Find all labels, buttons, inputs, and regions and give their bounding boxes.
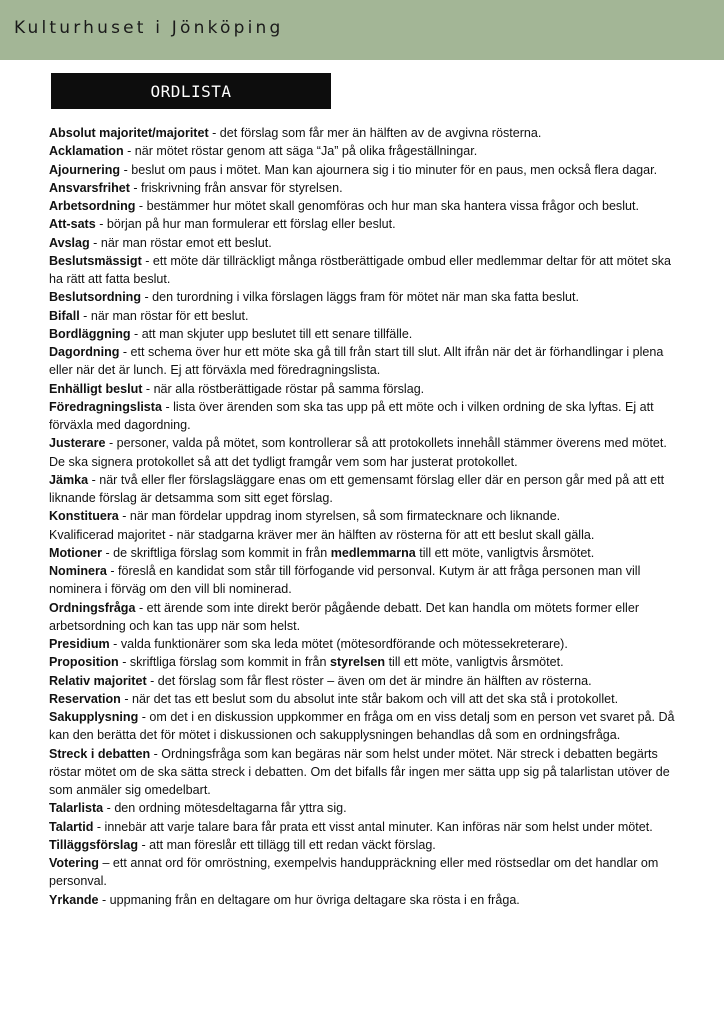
glossary-definition: - att man föreslår ett tillägg till ett redan väckt förslag. [138, 837, 436, 852]
glossary-term: Beslutsmässigt [49, 253, 142, 268]
glossary-definition: - den ordning mötesdeltagarna får yttra sig. [103, 801, 347, 816]
glossary-definition: - beslut om paus i mötet. Man kan ajournera sig i tio minuter för en paus, men också flera dagar. [120, 162, 658, 177]
glossary-term: Talarlista [49, 801, 104, 816]
glossary-term: Nominera [49, 564, 107, 578]
glossary-entry [49, 161, 677, 179]
glossary-entry [49, 653, 677, 671]
glossary-term: Relativ majoritet [49, 673, 147, 688]
glossary-definition: - personer, valda på mötet, som kontrollerar så att protokollets innehåll stämmer överens med mötet. De ska signera protokollet så att det tydligt framgår vem som har justerat protokollet. [49, 436, 667, 469]
glossary-entry [49, 434, 677, 471]
glossary-definition: - friskrivning från ansvar för styrelsen. [129, 180, 343, 195]
glossary-term: Dagordning [49, 345, 120, 359]
ordlista-banner [51, 73, 331, 109]
glossary-definition: - när mötet röstar genom att säga “Ja” på olika frågeställningar. [123, 144, 478, 159]
glossary-term: Proposition [49, 655, 119, 670]
glossary-term: Streck i debatten [49, 746, 151, 761]
glossary-term: Presidium [49, 637, 110, 651]
glossary-entry [49, 507, 677, 525]
glossary-term: Acklamation [49, 144, 124, 159]
glossary-term: Ordningsfråga [49, 600, 136, 615]
glossary-entry [49, 635, 677, 653]
glossary-definition: – ett annat ord för omröstning, exempelvis handuppräckning eller med röstsedlar om det handlar om personval. [49, 856, 659, 889]
glossary-term: Att-sats [49, 217, 96, 232]
glossary-term: Absolut majoritet/majoritet [49, 126, 209, 140]
glossary-term: Föredragningslista [49, 399, 162, 414]
glossary-term: Kvalificerad majoritet [49, 527, 166, 542]
glossary-term: Tilläggsförslag [49, 837, 139, 852]
glossary-entry [49, 818, 677, 836]
glossary-entry [49, 234, 677, 252]
glossary-entry [49, 854, 677, 891]
glossary-definition: - föreslå en kandidat som står till förfogande vid personval. Kutym är att fråga personen man vill nominera i förväg om den vill bli nominerad. [49, 564, 641, 597]
glossary-emphasis: medlemmarna [330, 545, 416, 560]
glossary-definition: - när två eller fler förslagsläggare enas om ett gemensamt förslag eller där en person går med på att ett liknande förslag är detsamma som sitt eget förslag. [49, 472, 665, 505]
glossary-term: Talartid [49, 819, 94, 834]
glossary-term: Ajournering [49, 162, 121, 177]
glossary-definition: - när alla röstberättigade röstar på samma förslag. [142, 381, 425, 396]
glossary-definition: - det förslag som får mer än hälften av de avgivna rösterna. [208, 126, 542, 140]
glossary-entry [49, 288, 677, 306]
glossary-entry [49, 708, 677, 745]
glossary-entry [49, 799, 677, 817]
glossary-entry [49, 599, 677, 636]
glossary-entry [49, 380, 677, 398]
glossary-emphasis: styrelsen [329, 655, 386, 670]
glossary-definition: - bestämmer hur mötet skall genomföras och hur man ska hantera vissa frågor och beslut. [135, 199, 639, 213]
glossary-definition: - när man fördelar uppdrag inom styrelsen, så som firmatecknare och liknande. [118, 509, 561, 524]
glossary-entry [49, 124, 677, 142]
glossary-definition: - ett schema över hur ett möte ska gå till från start till slut. Allt ifrån när det är förhandlingar i plena eller när det är lunch. Ej att förväxla med föredragningslista. [49, 345, 664, 378]
header-bar [0, 0, 724, 60]
glossary-definition: - skriftliga förslag som kommit in från [118, 655, 330, 670]
glossary-definition: - valda funktionärer som ska leda mötet (mötesordförande och mötessekreterare). [109, 637, 568, 651]
glossary-entry [49, 179, 677, 197]
glossary-term: Enhälligt beslut [49, 381, 143, 396]
glossary-term: Arbetsordning [49, 199, 136, 213]
glossary-definition: - det förslag som får flest röster – även om det är mindre än hälften av rösterna. [146, 673, 592, 688]
glossary-entry [49, 836, 677, 854]
glossary-term: Bordläggning [49, 326, 131, 341]
glossary-definition: - när man röstar emot ett beslut. [89, 235, 272, 250]
glossary-term: Jämka [49, 472, 89, 487]
glossary-term: Beslutsordning [49, 290, 142, 305]
glossary-definition: - Ordningsfråga som kan begäras när som helst under mötet. När streck i debatten begärts röstar mötet om de ska sätta streck i debatten. Om det bifalls får ingen mer sätta upp sig på talarlistan utöver de som anmäler sig omedelbart. [49, 746, 670, 797]
glossary-list [49, 124, 677, 909]
glossary-entry [49, 562, 677, 599]
glossary-definition: - början på hur man formulerar ett förslag eller beslut. [95, 217, 396, 232]
glossary-definition: till ett möte, vanligtvis årsmötet. [415, 545, 595, 560]
glossary-term: Reservation [49, 691, 121, 706]
glossary-definition: - ett ärende som inte direkt berör pågående debatt. Det kan handla om mötets former eller arbetsordning och kan tas upp när som helst. [49, 600, 639, 633]
glossary-definition: - om det i en diskussion uppkommer en fråga om en viss detalj som en person vet svaret på. Då kan den berätta det för mötet i diskussionen och sakupplysningen behandlas då som en ordningsfråga. [49, 710, 675, 743]
glossary-entry [49, 142, 677, 160]
glossary-definition: - när det tas ett beslut som du absolut inte står bakom och vill att det ska stå i protokollet. [120, 691, 619, 706]
glossary-term: Sakupplysning [49, 710, 139, 724]
glossary-definition: - lista över ärenden som ska tas upp på ett möte och i vilken ordning de ska lyftas. Ej att förväxla med dagordning. [49, 399, 654, 432]
glossary-definition: - när stadgarna kräver mer än hälften av rösterna för att ett beslut skall gälla. [165, 527, 595, 542]
glossary-entry [49, 526, 677, 544]
glossary-definition: - uppmaning från en deltagare om hur övriga deltagare ska rösta i en fråga. [98, 892, 520, 907]
glossary-entry [49, 343, 677, 380]
header-title: Kulturhuset i Jönköping [14, 18, 284, 38]
glossary-entry [49, 544, 677, 562]
glossary-entry [49, 672, 677, 690]
glossary-definition: - innebär att varje talare bara får prata ett visst antal minuter. Kan införas när som helst under mötet. [93, 819, 653, 834]
glossary-term: Votering [49, 856, 99, 870]
glossary-definition: - att man skjuter upp beslutet till ett senare tillfälle. [130, 326, 413, 341]
glossary-entry [49, 325, 677, 343]
glossary-entry [49, 215, 677, 233]
glossary-entry [49, 398, 677, 435]
glossary-entry [49, 197, 677, 215]
glossary-term: Yrkande [49, 892, 99, 907]
glossary-term: Bifall [49, 308, 80, 323]
glossary-entry [49, 891, 677, 909]
glossary-term: Motioner [49, 545, 102, 560]
glossary-entry [49, 307, 677, 325]
glossary-definition: - de skriftliga förslag som kommit in från [101, 545, 331, 560]
banner-label: ORDLISTA [150, 81, 232, 101]
glossary-definition: - när man röstar för ett beslut. [79, 308, 249, 323]
glossary-definition: - ett möte där tillräckligt många röstberättigade ombud eller medlemmar deltar för att mötet ska ha rätt att fatta beslut. [49, 253, 672, 286]
glossary-term: Justerare [49, 436, 106, 451]
glossary-term: Avslag [49, 235, 90, 250]
glossary-entry [49, 471, 677, 508]
glossary-entry [49, 252, 677, 289]
glossary-term: Konstituera [49, 509, 119, 524]
glossary-term: Ansvarsfrihet [49, 180, 130, 195]
glossary-definition: till ett möte, vanligtvis årsmötet. [385, 655, 564, 670]
glossary-definition: - den turordning i vilka förslagen läggs fram för mötet när man ska fatta beslut. [141, 290, 579, 305]
glossary-entry [49, 690, 677, 708]
glossary-entry [49, 745, 677, 800]
